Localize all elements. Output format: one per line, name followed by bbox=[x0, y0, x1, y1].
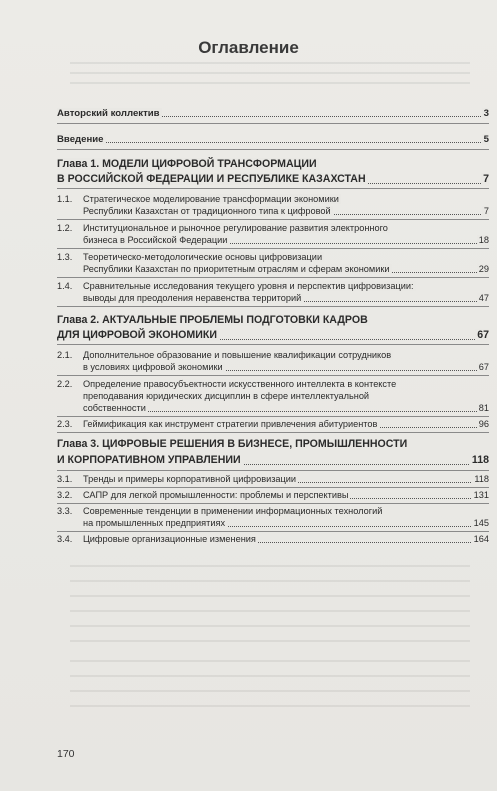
section-title-line: Цифровые организационные изменения bbox=[83, 534, 256, 544]
divider bbox=[57, 531, 489, 532]
section-title-line: Определение правосубъектности искусственного интеллекта в контексте bbox=[83, 379, 397, 389]
chapter-title-line: И КОРПОРАТИВНОМ УПРАВЛЕНИИ bbox=[57, 454, 241, 466]
divider bbox=[57, 123, 489, 124]
section-number: 3.4. bbox=[57, 534, 73, 544]
bleed-through bbox=[70, 660, 470, 662]
toc-entry-page: 164 bbox=[473, 534, 489, 544]
chapter-title-line: Глава 2. АКТУАЛЬНЫЕ ПРОБЛЕМЫ ПОДГОТОВКИ КАДРОВ bbox=[57, 314, 368, 326]
bleed-through bbox=[70, 82, 470, 84]
chapter-title-line: ДЛЯ ЦИФРОВОЙ ЭКОНОМИКИ bbox=[57, 329, 217, 341]
divider bbox=[57, 344, 489, 345]
chapter-title-line: Глава 3. ЦИФРОВЫЕ РЕШЕНИЯ В БИЗНЕСЕ, ПРОМЫШЛЕННОСТИ bbox=[57, 438, 408, 450]
section-number: 3.3. bbox=[57, 506, 73, 516]
section-title-line: на промышленных предприятиях bbox=[83, 518, 226, 528]
toc-entry-intro[interactable] bbox=[57, 134, 489, 145]
divider bbox=[57, 375, 489, 376]
toc-entry-page: 81 bbox=[478, 403, 489, 413]
toc-entry-page: 5 bbox=[483, 134, 489, 145]
section-title-line: Республики Казахстан по приоритетным отраслям и сферам экономики bbox=[83, 264, 390, 274]
divider bbox=[57, 487, 489, 488]
toc-chapter-heading[interactable] bbox=[57, 158, 489, 171]
toc-entry-page: 18 bbox=[478, 235, 489, 245]
toc-chapter-heading[interactable] bbox=[57, 329, 489, 342]
section-number: 1.1. bbox=[57, 194, 73, 204]
section-title-line: собственности bbox=[83, 403, 146, 413]
bleed-through bbox=[70, 595, 470, 597]
section-number: 1.2. bbox=[57, 223, 73, 233]
toc-entry-page: 118 bbox=[471, 454, 489, 466]
toc-entry-page: 118 bbox=[474, 474, 489, 484]
bleed-through bbox=[70, 690, 470, 692]
section-title-line: Дополнительное образование и повышение квалификации сотрудников bbox=[83, 350, 392, 360]
bleed-through bbox=[70, 610, 470, 612]
toc-entry-page: 67 bbox=[478, 362, 489, 372]
bleed-through bbox=[70, 565, 470, 567]
divider bbox=[57, 248, 489, 249]
toc-chapter-heading[interactable] bbox=[57, 173, 489, 186]
section-number: 3.1. bbox=[57, 474, 73, 484]
divider bbox=[57, 277, 489, 278]
section-number: 2.1. bbox=[57, 350, 73, 360]
page-title: Оглавление bbox=[198, 38, 299, 57]
section-title-line: Республики Казахстан от традиционного типа к цифровой bbox=[83, 206, 331, 216]
bleed-through bbox=[70, 72, 470, 74]
bleed-through bbox=[70, 640, 470, 642]
chapter-title-line: Глава 1. МОДЕЛИ ЦИФРОВОЙ ТРАНСФОРМАЦИИ bbox=[57, 158, 317, 170]
toc-entry-page: 7 bbox=[483, 173, 489, 185]
section-title-line: Тренды и примеры корпоративной цифровизации bbox=[83, 474, 297, 484]
toc-entry-page: 145 bbox=[473, 518, 489, 528]
divider bbox=[57, 416, 489, 417]
divider bbox=[57, 432, 489, 433]
toc-entry-authors[interactable] bbox=[57, 108, 489, 119]
toc-chapter-heading[interactable] bbox=[57, 454, 489, 467]
toc-entry-page: 47 bbox=[478, 293, 489, 303]
section-title-line: Сравнительные исследования текущего уровня и перспектив цифровизации: bbox=[83, 281, 414, 291]
page-number: 170 bbox=[57, 748, 75, 760]
divider bbox=[57, 503, 489, 504]
section-title-line: бизнеса в Российской Федерации bbox=[83, 235, 228, 245]
toc-entry-label: Введение bbox=[57, 134, 104, 145]
section-title-line: Институциональное и рыночное регулирование развития электронного bbox=[83, 223, 388, 233]
section-title-line: Теоретическо-методологические основы цифровизации bbox=[83, 252, 323, 262]
bleed-through bbox=[70, 705, 470, 707]
section-number: 2.3. bbox=[57, 419, 73, 429]
section-title-line: преподавания юридических дисциплин в сфере интеллектуальной bbox=[83, 391, 370, 401]
section-title-line: выводы для преодоления неравенства территорий bbox=[83, 293, 302, 303]
section-title-line: Стратегическое моделирование трансформации экономики bbox=[83, 194, 339, 204]
toc-entry-page: 29 bbox=[478, 264, 489, 274]
section-title-line: Современные тенденции в применении информационных технологий bbox=[83, 506, 383, 516]
section-title-line: в условиях цифровой экономики bbox=[83, 362, 223, 372]
toc-entry-page: 3 bbox=[483, 108, 489, 119]
section-title-line: Геймификация как инструмент стратегии привлечения абитуриентов bbox=[83, 419, 378, 429]
toc-entry-label: Авторский коллектив bbox=[57, 108, 160, 119]
bleed-through bbox=[70, 675, 470, 677]
divider bbox=[57, 149, 489, 150]
section-number: 1.4. bbox=[57, 281, 73, 291]
toc-entry-page: 7 bbox=[483, 206, 489, 216]
toc-chapter-heading[interactable] bbox=[57, 314, 489, 327]
divider bbox=[57, 470, 489, 471]
divider bbox=[57, 219, 489, 220]
divider bbox=[57, 306, 489, 307]
section-title-line: САПР для легкой промышленности: проблемы и перспективы bbox=[83, 490, 349, 500]
toc-chapter-heading[interactable] bbox=[57, 438, 489, 451]
bleed-through bbox=[70, 625, 470, 627]
section-number: 2.2. bbox=[57, 379, 73, 389]
bleed-through bbox=[70, 580, 470, 582]
toc-entry-page: 67 bbox=[477, 329, 489, 341]
section-number: 1.3. bbox=[57, 252, 73, 262]
divider bbox=[57, 188, 489, 189]
bleed-through bbox=[70, 62, 470, 64]
section-number: 3.2. bbox=[57, 490, 73, 500]
chapter-title-line: В РОССИЙСКОЙ ФЕДЕРАЦИИ И РЕСПУБЛИКЕ КАЗАХСТАН bbox=[57, 173, 366, 185]
toc-entry-page: 131 bbox=[473, 490, 489, 500]
toc-entry-page: 96 bbox=[478, 419, 489, 429]
